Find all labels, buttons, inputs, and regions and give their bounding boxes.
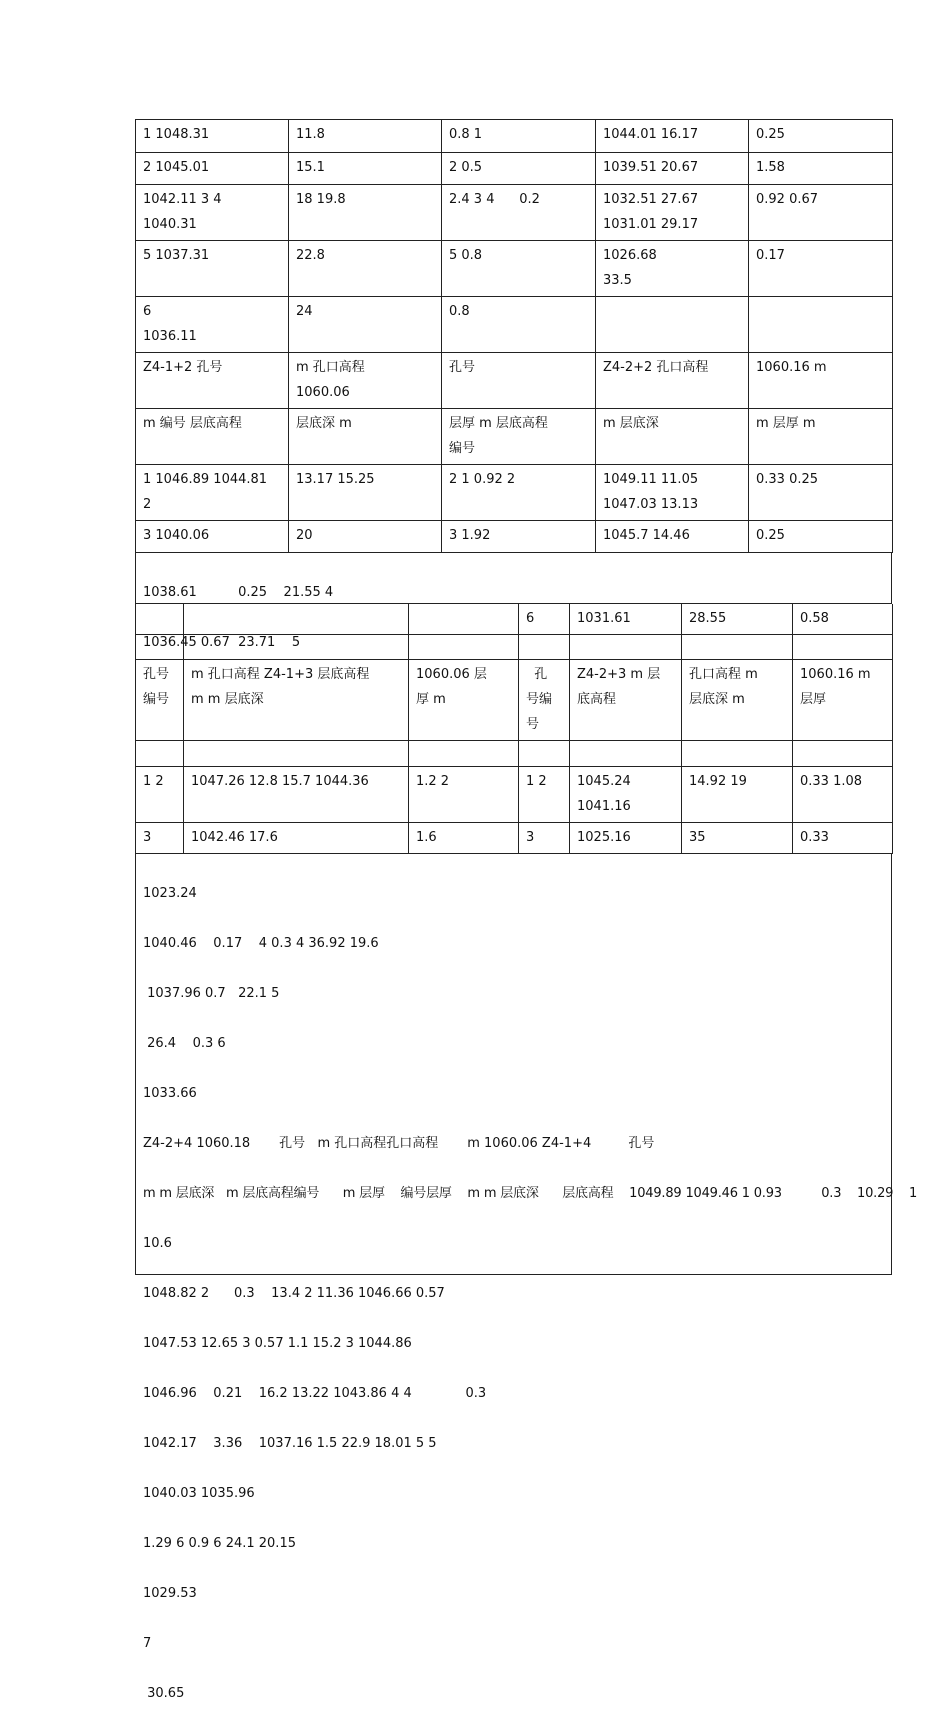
table-cell: 1 1048.31 bbox=[136, 120, 289, 153]
text-line: 10.6 bbox=[143, 1236, 172, 1251]
borehole-table-1 bbox=[135, 119, 893, 553]
table-row bbox=[136, 741, 893, 767]
table-cell: m 层厚 m bbox=[749, 409, 893, 465]
table-cell: 1.58 bbox=[749, 153, 893, 185]
table-cell: 24 bbox=[289, 297, 442, 353]
table-cell: 20 bbox=[289, 521, 442, 553]
text-line: 30.65 bbox=[143, 1686, 185, 1701]
table-cell: m 编号 层底高程 bbox=[136, 409, 289, 465]
table-cell: m 孔口高程 Z4-1+3 层底高程 m m 层底深 bbox=[184, 660, 409, 741]
table-cell: 1039.51 20.67 bbox=[596, 153, 749, 185]
table-cell: 14.92 19 bbox=[682, 767, 793, 823]
table-cell: 18 19.8 bbox=[289, 185, 442, 241]
table-cell: 0.92 0.67 bbox=[749, 185, 893, 241]
table-cell: 孔口高程 m 层底深 m bbox=[682, 660, 793, 741]
table-cell: 0.8 1 bbox=[442, 120, 596, 153]
text-line: 1037.96 0.7 22.1 5 bbox=[143, 986, 280, 1001]
table-cell bbox=[596, 297, 749, 353]
table-cell bbox=[184, 741, 409, 767]
text-line: Z4-2+4 1060.18 孔号 m 孔口高程孔口高程 m 1060.06 Z4-1+4 孔号 bbox=[143, 1136, 655, 1151]
text-line: 1023.24 bbox=[143, 886, 197, 901]
table-cell: 1026.68 33.5 bbox=[596, 241, 749, 297]
table-cell: Z4-2+3 m 层 底高程 bbox=[570, 660, 682, 741]
table-row bbox=[136, 409, 893, 465]
table-cell: 0.25 bbox=[749, 521, 893, 553]
table-cell: m 孔口高程 1060.06 bbox=[289, 353, 442, 409]
text-line: 1036.45 0.67 23.71 5 bbox=[143, 635, 301, 650]
table-cell: 0.8 bbox=[442, 297, 596, 353]
table-cell bbox=[570, 635, 682, 660]
table-cell: 1031.61 bbox=[570, 604, 682, 635]
text-line: 1040.46 0.17 4 0.3 4 36.92 19.6 bbox=[143, 936, 379, 951]
table-cell: 1060.16 m bbox=[749, 353, 893, 409]
table-cell: 1060.06 层 厚 m bbox=[409, 660, 519, 741]
table-cell: 0.25 bbox=[749, 120, 893, 153]
table-cell: 3 bbox=[519, 823, 570, 854]
table-row bbox=[136, 660, 893, 741]
table-cell: 1045.24 1041.16 bbox=[570, 767, 682, 823]
table-cell: 6 1036.11 bbox=[136, 297, 289, 353]
table-cell: 28.55 bbox=[682, 604, 793, 635]
table-cell: 3 1.92 bbox=[442, 521, 596, 553]
table-cell bbox=[519, 635, 570, 660]
table-cell: 2 1045.01 bbox=[136, 153, 289, 185]
table-row bbox=[136, 297, 893, 353]
table-cell: 22.8 bbox=[289, 241, 442, 297]
table-row bbox=[136, 353, 893, 409]
table-cell: 1 1046.89 1044.81 2 bbox=[136, 465, 289, 521]
table-cell: 1042.46 17.6 bbox=[184, 823, 409, 854]
table-cell: 1044.01 16.17 bbox=[596, 120, 749, 153]
table-row bbox=[136, 153, 893, 185]
table-cell: 孔 号编 号 bbox=[519, 660, 570, 741]
table-cell: 3 bbox=[136, 823, 184, 854]
text-line: 1033.66 bbox=[143, 1086, 197, 1101]
table-cell: 2 0.5 bbox=[442, 153, 596, 185]
table-row bbox=[136, 120, 893, 153]
text-block-2 bbox=[135, 854, 918, 1701]
table-cell: 13.17 15.25 bbox=[289, 465, 442, 521]
table-cell: 1049.11 11.05 1047.03 13.13 bbox=[596, 465, 749, 521]
table-cell: 5 1037.31 bbox=[136, 241, 289, 297]
table-cell: 1.6 bbox=[409, 823, 519, 854]
table-cell: 层厚 m 层底高程 编号 bbox=[442, 409, 596, 465]
table-cell: 1.2 2 bbox=[409, 767, 519, 823]
text-line: 1040.03 1035.96 bbox=[143, 1486, 255, 1501]
table-cell: 6 bbox=[519, 604, 570, 635]
table-row bbox=[136, 185, 893, 241]
table-cell: 1 2 bbox=[136, 767, 184, 823]
table-cell bbox=[136, 741, 184, 767]
table-cell: 1 2 bbox=[519, 767, 570, 823]
table-cell: 0.58 bbox=[793, 604, 893, 635]
text-line: m m 层底深 m 层底高程编号 m 层厚 编号层厚 m m 层底深 层底高程 1049.89 1049.46 1 0.93 0.3 10.29 1 bbox=[143, 1186, 918, 1201]
table-cell bbox=[409, 604, 519, 635]
table-cell: 层底深 m bbox=[289, 409, 442, 465]
table-cell: 3 1040.06 bbox=[136, 521, 289, 553]
text-line: 1.29 6 0.9 6 24.1 20.15 bbox=[143, 1536, 296, 1551]
table-cell: 0.17 bbox=[749, 241, 893, 297]
text-line: 1038.61 0.25 21.55 4 bbox=[143, 585, 334, 600]
text-line: 1042.17 3.36 1037.16 1.5 22.9 18.01 5 5 bbox=[143, 1436, 437, 1451]
table-cell bbox=[793, 741, 893, 767]
text-line: 1048.82 2 0.3 13.4 2 11.36 1046.66 0.57 bbox=[143, 1286, 445, 1301]
table-cell bbox=[682, 741, 793, 767]
table-cell: Z4-2+2 孔口高程 bbox=[596, 353, 749, 409]
table-cell: 2 1 0.92 2 bbox=[442, 465, 596, 521]
table-row bbox=[136, 823, 893, 854]
table-cell bbox=[793, 635, 893, 660]
table-cell: 35 bbox=[682, 823, 793, 854]
text-line: 1046.96 0.21 16.2 13.22 1043.86 4 4 0.3 bbox=[143, 1386, 487, 1401]
table-cell bbox=[409, 741, 519, 767]
table-cell bbox=[682, 635, 793, 660]
table-cell bbox=[570, 741, 682, 767]
table-cell: 1060.16 m 层厚 bbox=[793, 660, 893, 741]
table-cell: 孔号 编号 bbox=[136, 660, 184, 741]
table-cell: m 层底深 bbox=[596, 409, 749, 465]
text-line: 1047.53 12.65 3 0.57 1.1 15.2 3 1044.86 bbox=[143, 1336, 412, 1351]
text-line: 7 bbox=[143, 1636, 152, 1651]
table-cell: 2.4 3 4 0.2 bbox=[442, 185, 596, 241]
table-cell: 1042.11 3 4 1040.31 bbox=[136, 185, 289, 241]
table-cell: 1045.7 14.46 bbox=[596, 521, 749, 553]
table-cell: 0.33 0.25 bbox=[749, 465, 893, 521]
table-cell bbox=[749, 297, 893, 353]
table-cell: 1025.16 bbox=[570, 823, 682, 854]
table-cell: 0.33 bbox=[793, 823, 893, 854]
table-cell: 11.8 bbox=[289, 120, 442, 153]
table-cell: 5 0.8 bbox=[442, 241, 596, 297]
table-cell: Z4-1+2 孔号 bbox=[136, 353, 289, 409]
table-row bbox=[136, 767, 893, 823]
table-row bbox=[136, 521, 893, 553]
table-cell: 孔号 bbox=[442, 353, 596, 409]
table-cell: 15.1 bbox=[289, 153, 442, 185]
document-page bbox=[135, 119, 918, 1701]
table-cell: 1047.26 12.8 15.7 1044.36 bbox=[184, 767, 409, 823]
table-cell bbox=[519, 741, 570, 767]
text-line: 1029.53 bbox=[143, 1586, 197, 1601]
table-cell: 0.33 1.08 bbox=[793, 767, 893, 823]
table-row bbox=[136, 241, 893, 297]
text-line: 26.4 0.3 6 bbox=[143, 1036, 226, 1051]
table-cell: 1032.51 27.67 1031.01 29.17 bbox=[596, 185, 749, 241]
table-cell bbox=[409, 635, 519, 660]
table-row bbox=[136, 465, 893, 521]
